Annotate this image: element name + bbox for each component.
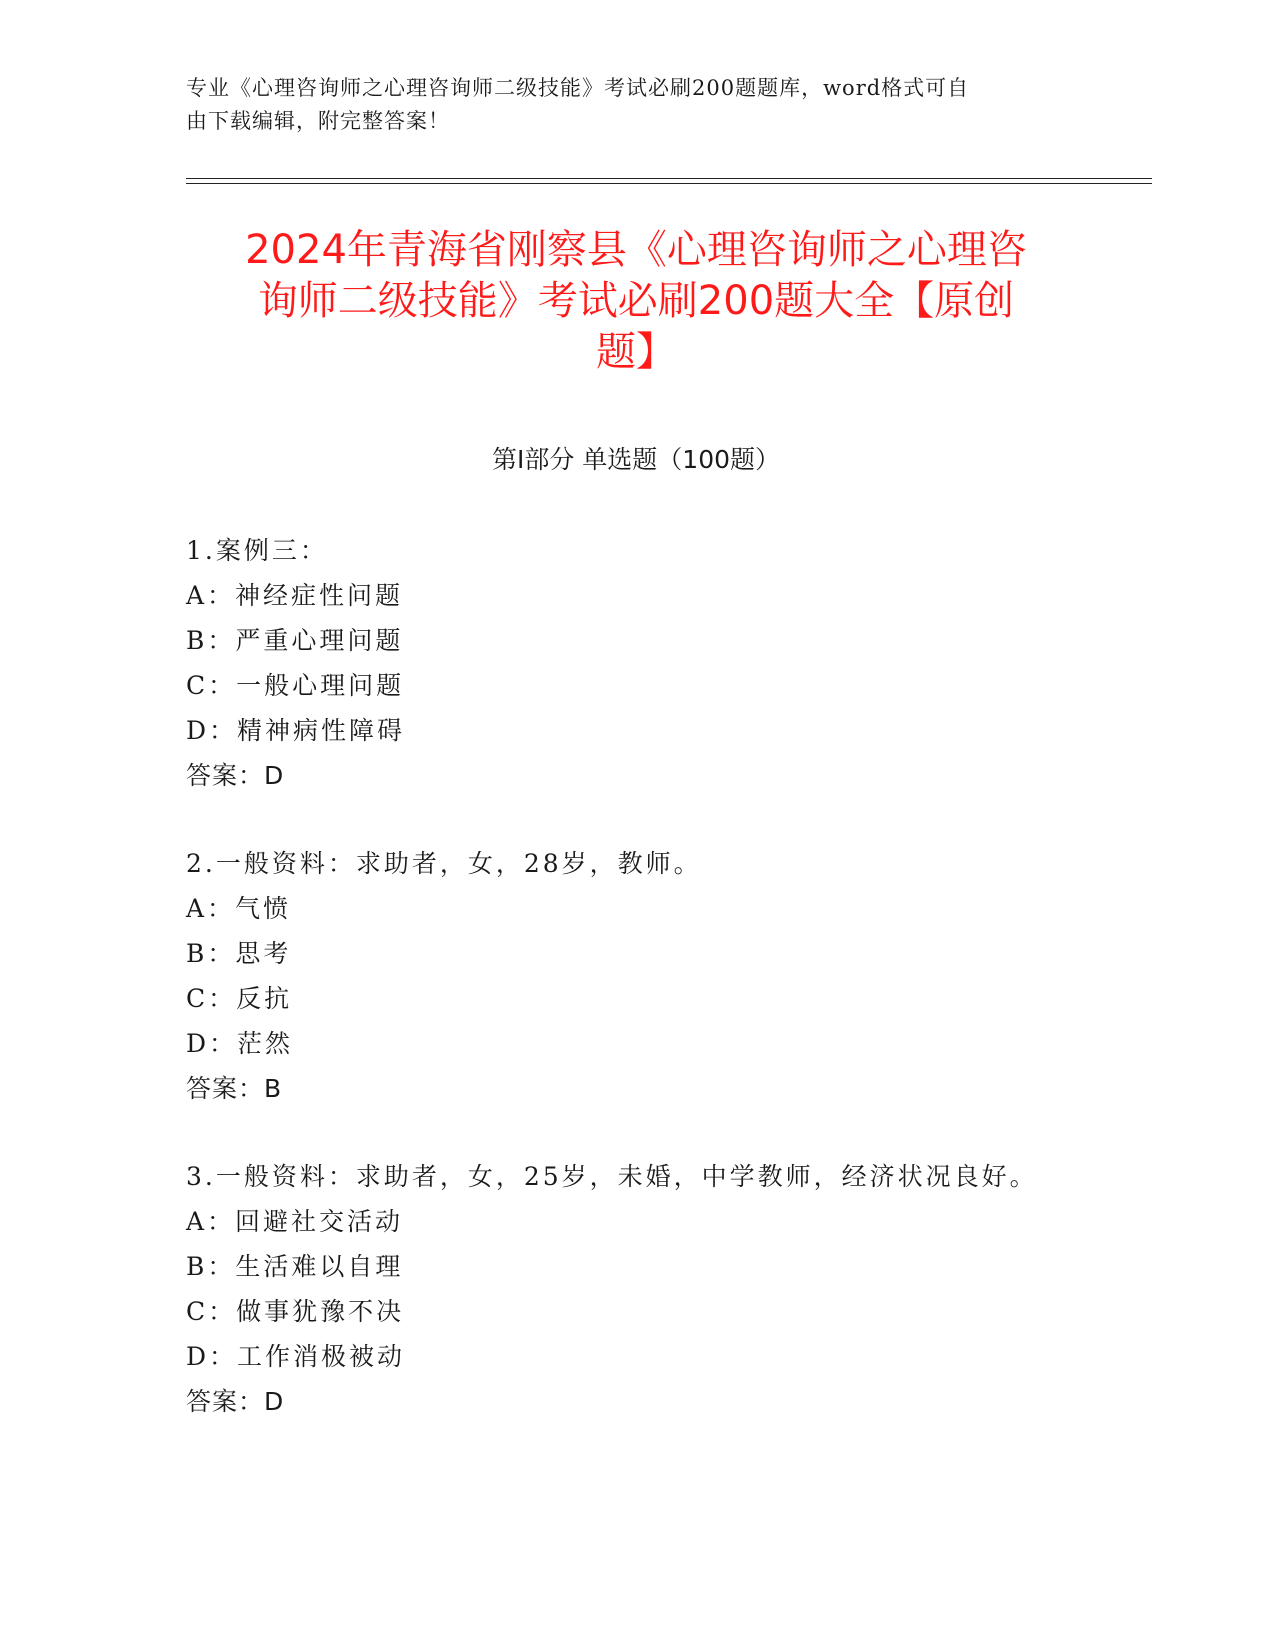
header-note-line-2: 由下载编辑，附完整答案！	[186, 109, 450, 133]
header-note-line-1: 专业《心理咨询师之心理咨询师二级技能》考试必刷200题题库，word格式可自	[186, 76, 970, 100]
question-item	[186, 841, 1146, 1111]
question-stem: 3.一般资料：求助者，女，25岁，未婚，中学教师，经济状况良好。	[186, 1162, 1038, 1191]
title-line-2: 询师二级技能》考试必刷200题大全【原创	[257, 278, 1015, 324]
question-item	[186, 1154, 1146, 1424]
answer-key: 答案：D	[186, 761, 285, 790]
option-a: A：神经症性问题	[186, 581, 404, 610]
option-c: C：一般心理问题	[186, 671, 405, 700]
title-line-1: 2024年青海省刚察县《心理咨询师之心理咨	[245, 227, 1027, 273]
document-title	[186, 225, 1086, 378]
option-d: D：茫然	[186, 1029, 294, 1058]
question-list	[186, 528, 1146, 1467]
option-b: B：生活难以自理	[186, 1252, 404, 1281]
question-stem: 1.案例三：	[186, 536, 328, 565]
header-divider-top	[186, 178, 1152, 179]
question-stem: 2.一般资料：求助者，女，28岁，教师。	[186, 849, 702, 878]
option-b: B：严重心理问题	[186, 626, 404, 655]
answer-key: 答案：B	[186, 1074, 283, 1103]
answer-key: 答案：D	[186, 1387, 285, 1416]
option-d: D：精神病性障碍	[186, 716, 406, 745]
option-c: C：做事犹豫不决	[186, 1297, 405, 1326]
option-a: A：气愤	[186, 894, 292, 923]
question-item	[186, 528, 1146, 798]
option-c: C：反抗	[186, 984, 293, 1013]
option-b: B：思考	[186, 939, 292, 968]
section-heading: 第Ⅰ部分 单选题（100题）	[491, 445, 781, 474]
option-a: A：回避社交活动	[186, 1207, 404, 1236]
title-line-3: 题】	[596, 329, 676, 375]
header-divider-bottom	[186, 183, 1152, 184]
header-note	[186, 72, 1066, 138]
option-d: D：工作消极被动	[186, 1342, 406, 1371]
